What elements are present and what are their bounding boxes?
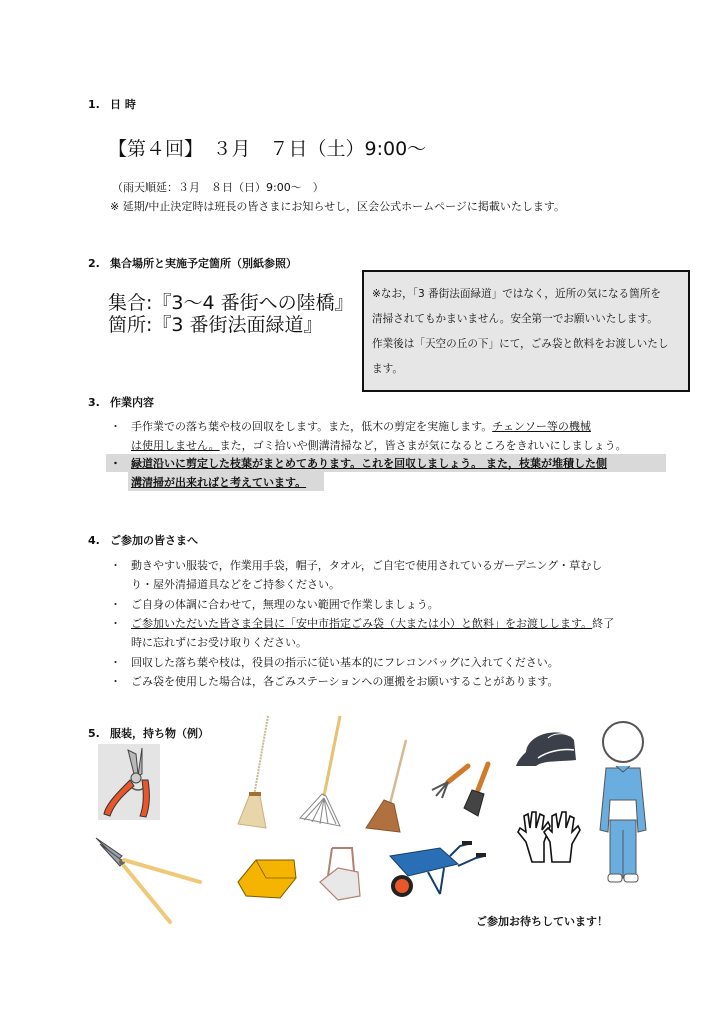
cap-icon <box>514 726 580 774</box>
hedge-shears-icon <box>94 836 202 926</box>
note-box <box>362 270 690 392</box>
item-text-underlined: チェンソー等の機械 <box>492 420 591 433</box>
item-text-underlined: は使用しません。 <box>131 439 220 452</box>
item-text: ごみ袋を使用した場合は，各ごみステーションへの運搬をお願いすることがあります。 <box>131 675 559 688</box>
participant-item-1 <box>108 556 668 594</box>
section-number: 2. <box>88 257 100 270</box>
rain-date: （雨天順延：３月 ８日（日）9:00～ ） <box>112 181 324 194</box>
item-text: 終了 <box>592 617 615 630</box>
bullet: ・ <box>110 656 121 669</box>
straw-broom-icon <box>364 738 410 834</box>
note-line: ます。 <box>372 363 403 375</box>
section-5-heading <box>88 725 209 741</box>
section-title: 作業内容 <box>110 396 154 409</box>
section-number: 5. <box>88 727 100 740</box>
hand-rake-trowel-icon <box>428 760 496 818</box>
section-2-heading <box>88 255 297 271</box>
section-4-heading <box>88 532 198 548</box>
item-text: 回収した落ち葉や枝は，役員の指示に従い基本的にフレコンバッグに入れてください。 <box>131 656 559 669</box>
leaf-rake-icon <box>296 714 344 830</box>
section-title: ご参加の皆さまへ <box>110 534 198 547</box>
item-text-underlined: 緑道沿いに剪定した枝葉がまとめてあります。これを回収しましょう。 また，枝葉が堆積した側 <box>131 457 607 470</box>
person-in-work-clothes-icon <box>598 720 648 884</box>
bullet: ・ <box>110 617 121 630</box>
work-item-1 <box>108 417 668 455</box>
section-number: 1. <box>88 98 100 111</box>
note-line: 作業後は「天空の丘の下」にて，ごみ袋と飲料をお渡しいたし <box>372 338 669 350</box>
item-text: り・屋外清掃道具などをご持参ください。 <box>131 578 340 591</box>
section-title: 日 時 <box>110 98 136 111</box>
note-line: 清掃されてもかまいません。安全第一でお願いいたします。 <box>372 313 658 325</box>
item-text: また，ゴミ拾いや側溝清掃など，皆さまが気になるところをきれいにしましょう。 <box>219 439 627 452</box>
postpone-notice: ※ 延期/中止決定時は班長の皆さまにお知らせし，区会公式ホームページに掲載いたします。 <box>110 200 565 213</box>
bamboo-broom-icon <box>236 714 274 832</box>
work-item-2 <box>108 454 668 492</box>
participant-item-3 <box>108 614 668 652</box>
item-text: 手作業での落ち葉や枝の回収をします。また，低木の剪定を実施します。 <box>131 420 493 433</box>
item-text: 動きやすい服装で，作業用手袋，帽子，タオル，ご自宅で使用されているガーデニング・草むし <box>131 559 603 572</box>
section-number: 3. <box>88 396 100 409</box>
work-gloves-icon <box>514 808 584 864</box>
work-location: 箇所:『3 番街法面緑道』 <box>108 314 323 336</box>
participant-item-2 <box>108 595 668 614</box>
section-1-heading <box>88 96 136 112</box>
section-title: 集合場所と実施予定箇所（別紙参照） <box>110 257 297 270</box>
wheelbarrow-icon <box>388 840 486 906</box>
section-title: 服装，持ち物（例） <box>110 727 209 740</box>
item-text-underlined: ご参加いただいた皆さま全員に「安中市指定ごみ袋（大または小）と飲料」をお渡しします。 <box>131 617 593 630</box>
main-date: 【第４回】 ３月 ７日（土）9:00～ <box>108 138 427 160</box>
section-number: 4. <box>88 534 100 547</box>
section-3-heading <box>88 394 154 410</box>
standing-dustpan-icon <box>318 846 364 902</box>
bullet: ・ <box>110 598 121 611</box>
item-text: ご自身の体調に合わせて，無理のない範囲で作業しましょう。 <box>131 598 439 611</box>
meeting-point: 集合:『3～4 番街への陸橋』 <box>108 292 354 314</box>
bullet: ・ <box>110 457 121 470</box>
closing-message: ご参加お待ちしています！ <box>476 915 608 928</box>
participant-item-4 <box>108 653 668 672</box>
bullet: ・ <box>110 559 121 572</box>
item-text-underlined: 溝清掃が出来ればと考えています。 <box>131 476 307 489</box>
item-text: 時に忘れずにお受け取りください。 <box>131 636 307 649</box>
note-line: ※なお，「3 番街法面緑道」ではなく，近所の気になる箇所を <box>372 288 661 300</box>
participant-item-5 <box>108 672 668 691</box>
dustpan-icon <box>236 856 300 900</box>
pruning-shears-icon <box>98 744 160 820</box>
bullet: ・ <box>110 675 121 688</box>
bullet: ・ <box>110 420 121 433</box>
